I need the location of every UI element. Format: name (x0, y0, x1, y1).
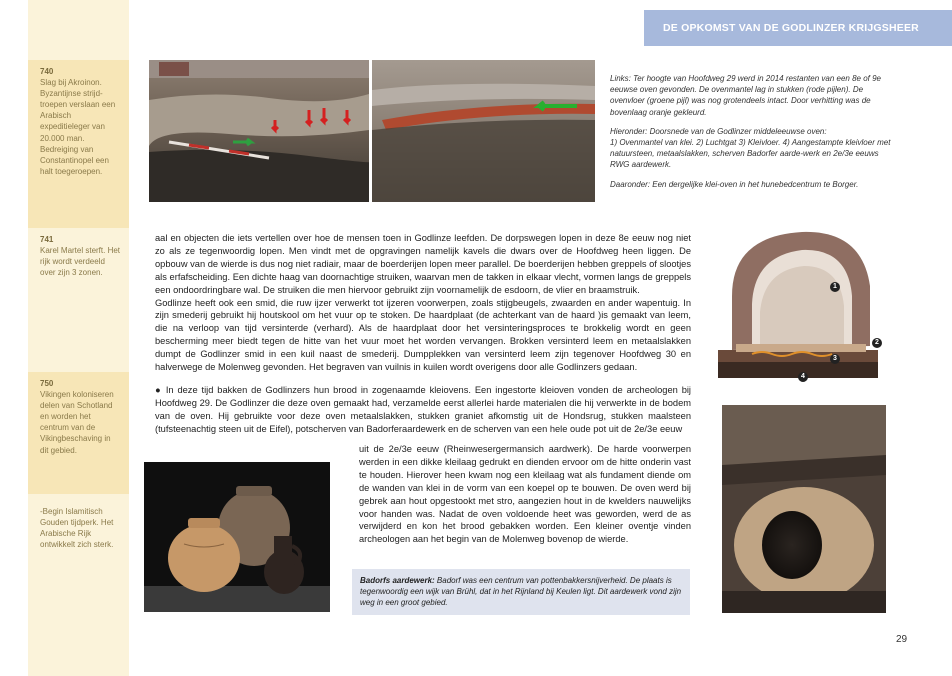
timeline-entry-islam (28, 506, 129, 566)
note-text: Badorf was een centrum van pottenbakkersnijverheid. De plaats is tegenwoordig een wijk van Brühl, dat in het Rijnland bij Keulen ligt. Dit aardewerk vond zijn weg in een groot gebied. (360, 576, 682, 607)
caption-links: Links: Ter hoogte van Hoofdweg 29 werd in 2014 restanten van een 8e of 9e eeuwse oven gevonden. De ovenmantel lag in stukken (rode pijlen). De ovenvloer (groene pijl) was nog grotendeels intact. Door verhitting was de bovenlaag oranje gekleurd. (610, 74, 882, 117)
timeline-text: -Begin Islamitisch Gouden tijdperk. Het Arabische Rijk ontwikkelt zich sterk. (40, 507, 114, 550)
timeline-year: 750 (40, 379, 54, 388)
timeline-entry-740 (28, 60, 129, 228)
chapter-title: DE OPKOMST VAN DE GODLINZER KRIJGSHEER (663, 22, 919, 34)
article-body-continued (359, 443, 691, 546)
body-paragraph: uit de 2e/3e eeuw (Rheinwesergermansich aardwerk). De harde voorwerpen werden in een dikke kleilaag gedrukt en dienden ervoor om de hitte onderin vast te houden. Hierover heen kwam nog een kleilaag wat als fundament diende om de wanden van klei in de vorm van een koepel op te bouwen. De oven werd bij gebrek aan hout opgestookt met stro, aangezien hout in de kwelders nauwelijks voor handen was. Nadat de oven voldoende heet was geworden, werd de as verwijderd en kon het brood gebakken worden. Een kleiner oventje vinden archeologen aan het begin van de Molenweg bovenop de wierde. (359, 444, 691, 545)
page-number: 29 (896, 634, 908, 645)
note-label: Badorfs aardewerk: (360, 576, 435, 585)
timeline-year: 741 (40, 235, 54, 244)
diagram-marker: 3 (830, 354, 840, 364)
caption-daaronder: Daaronder: Een dergelijke klei-oven in het hunebedcentrum te Borger. (610, 179, 859, 189)
timeline-text: Slag bij Akroinon. Byzantijnse strijd-troepen verslaan een Arabisch expeditieleger van 20.000 man. Bedreiging van Constantinopel een halt toegeroepen. (40, 78, 116, 176)
excavation-photo-left (149, 60, 369, 202)
timeline-entry-741 (28, 228, 129, 308)
article-body (155, 232, 691, 436)
body-paragraph: Godlinze heeft ook een smid, die ruw ijzer verwerkt tot ijzeren voorwerpen, zoals stijgbeugels, zwaarden en ander wapentuig. In zijn smederij gebruikt hij houtskool om het vuur op te stoken. De haardplaat (de achterkant van de haard )is gemaakt van leem, die na verloop van tijd versinterde (verhard). Als de haardplaat door het versinteringsproces te brokkelig wordt en geen bescherming meer biedt tegen de hitte van het vuur moet het worden vervangen. Brokken versinterd leem en metaalslakken dumpt de Godlinzer smid in een kuil naast de smederij. Dumpplekken van versinterd leem zijn tegenover Hoofdweg 30 en halverwege de Molenweg gevonden. Het begraven van vuilnis in kuilen wordt overigens door alle Godlinzers gedaan. (155, 297, 691, 373)
excavation-photo-right (372, 60, 595, 202)
caption-hieronder-list: 1) Ovenmantel van klei. 2) Luchtgat 3) Kleivloer. 4) Aangestampte kleivloer met natuursteen, metaalslakken, scherven Badorfer aarde-werk en 2e/3e eeuws RWG aardewerk. (610, 138, 891, 170)
diagram-marker: 4 (798, 372, 808, 382)
diagram-marker: 1 (830, 282, 840, 292)
photo-caption (610, 73, 892, 198)
timeline-text: Vikingen koloniseren delen van Schotland en worden het centrum van de Vikingbeschaving in dit gebied. (40, 390, 114, 455)
caption-hieronder-title: Hieronder: Doorsnede van de Godlinzer middeleeuwse oven: (610, 126, 827, 136)
body-paragraph: aal en objecten die iets vertellen over hoe de mensen toen in Godlinze leefden. De dorpswegen lopen in deze 8e eeuw nog niet zo als ze tegenwoordig lopen. Men vindt met de opgravingen namelijk kavels die dwars over de Hoofdweg heen liggen. De opbouw van de wierde is dus nog niet radiair, maar de boerderijen lopen meer parallel. De boerderijen hebben greppels of slootjes als erfafscheiding. Een dichte haag van doornachtige struiken, waarvan men de takken in elkaar vlecht, vormen langs de greppels een ondoordringbare wal. De struiken die men hiervoor gebruikt zijn voornamelijk de esdoorn, de vlier en braamstruik. (155, 233, 691, 295)
clay-oven-photo (722, 405, 886, 613)
body-paragraph: ● In deze tijd bakken de Godlinzers hun brood in zogenaamde kleiovens. Een ingestorte kleioven vonden de archeologen bij Hoofdweg 29. De Godlinzer die deze oven gemaakt had, verzamelde eerst allerlei harde materialen die hij verwerkte in de bodem van de oven. Hij gebruikte voor deze oven metaalslakken, stukken graniet afkomstig uit de Hondsrug, stukken maalsteen (tufsteenachtig steen uit de Eifel), potscherven van Badorferaardewerk en de scherven van een hele oude pot uit de 2e/3e eeuw (155, 384, 691, 434)
timeline-text: Karel Martel sterft. Het rijk wordt verdeeld over zijn 3 zonen. (40, 246, 121, 278)
timeline-year: 740 (40, 67, 54, 76)
chapter-header (644, 10, 952, 46)
pottery-photo (144, 462, 330, 612)
timeline-entry-750 (28, 372, 129, 494)
oven-cross-section-diagram (712, 226, 892, 386)
diagram-marker: 2 (872, 338, 882, 348)
badorf-note (352, 569, 690, 615)
